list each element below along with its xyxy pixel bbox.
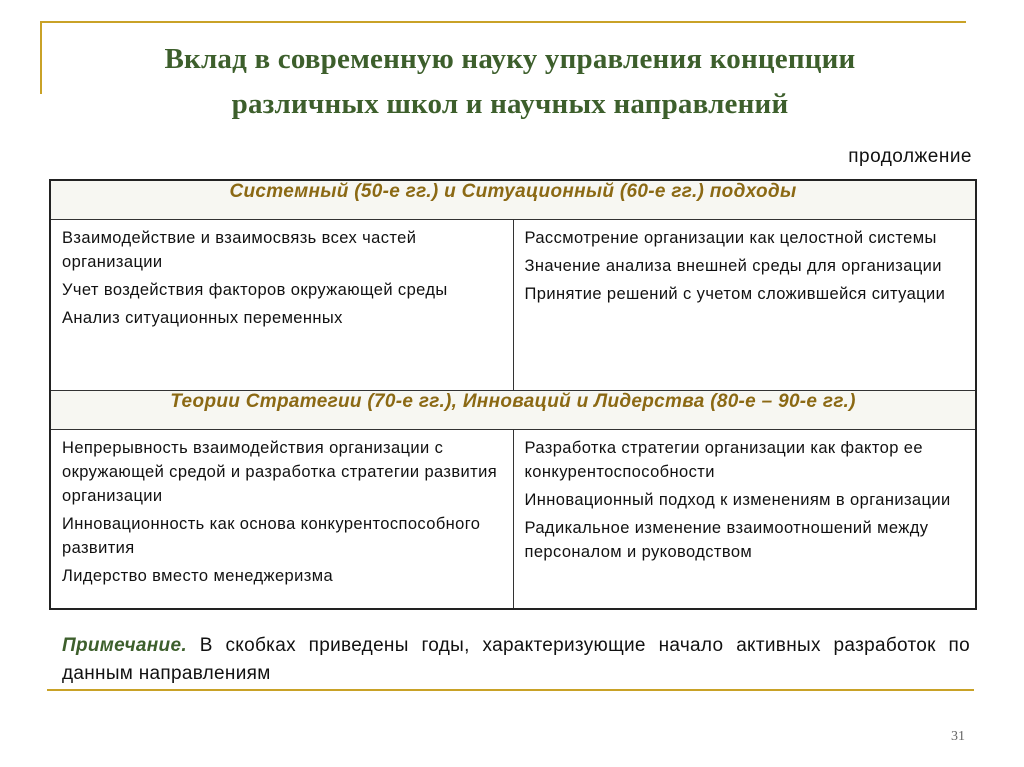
frame-bottom-line [47,689,974,691]
section-header-row [50,391,976,430]
list-item: Инновационный подход к изменениям в организации [524,491,951,509]
slide-title-line-1: Вклад в современную науку управления концепции [164,43,856,75]
slide-title [60,37,960,127]
footnote-label: Примечание. [62,635,187,656]
frame-left-line [40,21,42,94]
list-item: Взаимодействие и взаимосвязь всех частей организации [62,229,417,271]
section-header-row [50,180,976,220]
list-item: Инновационность как основа конкурентоспособного развития [62,515,481,557]
list-item: Непрерывность взаимодействия организации с окружающей средой и разработка стратегии развития организации [62,439,498,505]
right-cell [513,430,976,610]
list-item: Радикальное изменение взаимоотношений между персоналом и руководством [524,519,929,561]
slide-title-line-2: различных школ и научных направлений [231,88,789,120]
list-item: Анализ ситуационных переменных [62,309,343,327]
page-number: 31 [951,729,965,744]
list-item: Лидерство вместо менеджеризма [62,567,334,585]
left-cell [50,220,513,391]
list-item: Принятие решений с учетом сложившейся ситуации [524,285,946,303]
list-item: Значение анализа внешней среды для организации [524,257,942,275]
table-row [50,220,976,391]
list-item: Разработка стратегии организации как фактор ее конкурентоспособности [524,439,923,481]
frame-top-line [40,21,966,23]
list-item: Учет воздействия факторов окружающей среды [62,281,448,299]
left-cell [50,430,513,610]
footnote-text: В скобках приведены годы, характеризующие начало активных разработок по данным направлениям [62,635,970,684]
section-heading: Теории Стратегии (70-е гг.), Инноваций и Лидерства (80-е – 90-е гг.) [50,391,976,430]
table-row [50,430,976,610]
continuation-label: продолжение [848,146,972,167]
list-item: Рассмотрение организации как целостной системы [524,229,937,247]
footnote [62,632,970,688]
right-cell [513,220,976,391]
concepts-table [49,179,977,610]
section-heading: Системный (50-е гг.) и Ситуационный (60-е гг.) подходы [50,180,976,220]
